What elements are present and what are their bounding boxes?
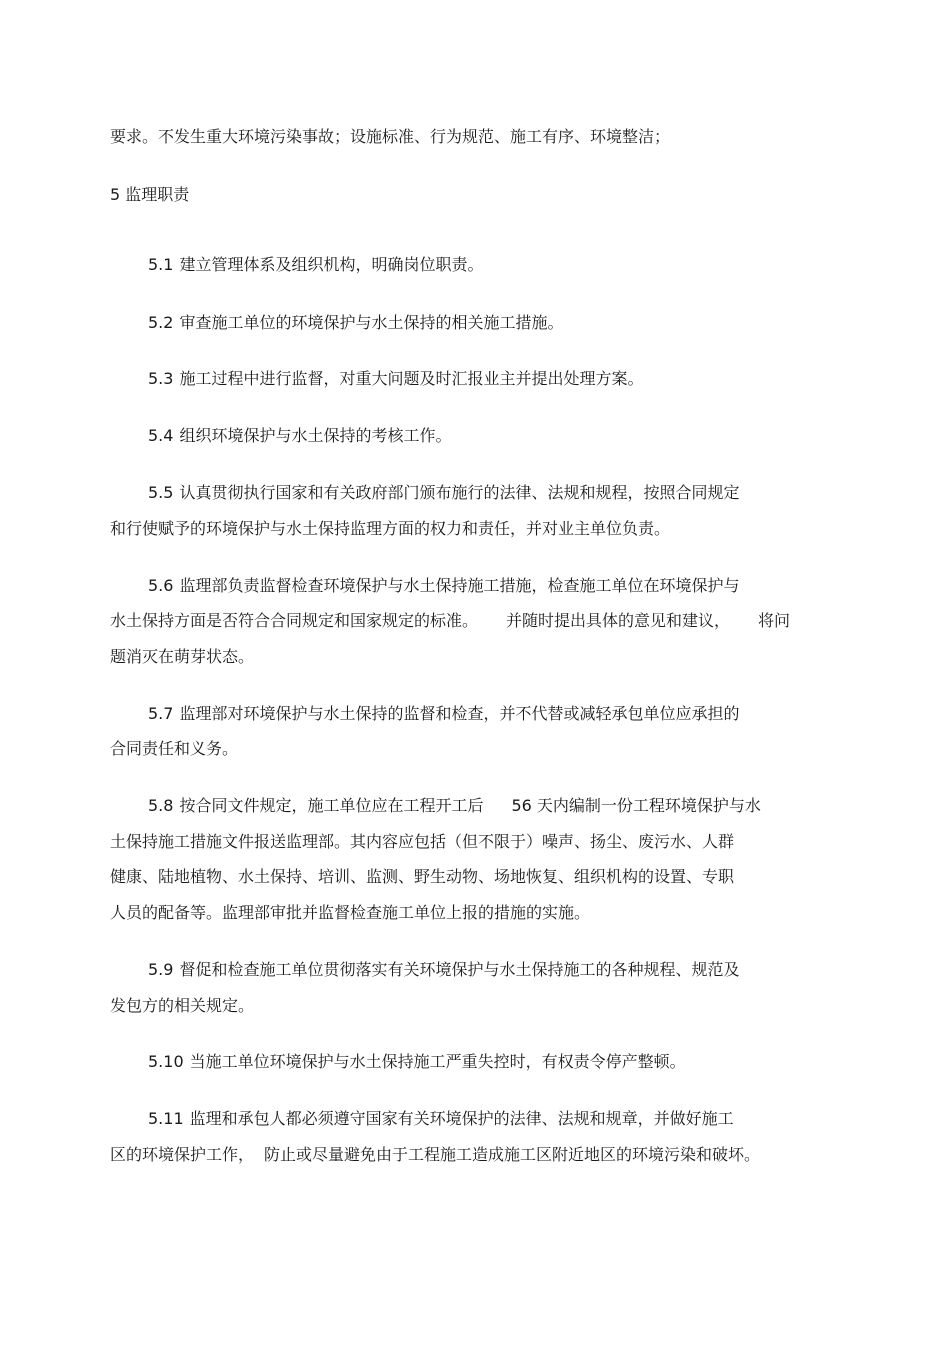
item-number: 5.1 — [148, 255, 174, 274]
item-5-7-line-2: 合同责任和义务。 — [110, 739, 239, 758]
item-5-9-line-2: 发包方的相关规定。 — [110, 996, 255, 1015]
item-5-5-line-2: 和行使赋予的环境保护与水土保持监理方面的权力和责任，并对业主单位负责。 — [110, 519, 671, 538]
item-5-4 — [148, 425, 451, 447]
item-text-part: 56 天内编制一份工程环境保护与水 — [511, 796, 761, 815]
item-number: 5.5 — [148, 483, 174, 502]
item-text-part: 水土保持方面是否符合合同规定和国家规定的标准。 — [110, 611, 479, 630]
item-5-8-line-3: 健康、陆地植物、水土保持、培训、监测、野生动物、场地恢复、组织机构的设置、专职 — [110, 867, 735, 886]
intro-line: 要求。不发生重大环境污染事故；设施标准、行为规范、施工有序、环境整洁； — [110, 127, 671, 146]
item-text: 督促和检查施工单位贯彻落实有关环境保护与水土保持施工的各种规程、规范及 — [179, 960, 740, 979]
item-number: 5.3 — [148, 369, 174, 388]
item-5-2 — [148, 312, 563, 334]
item-text: 建立管理体系及组织机构，明确岗位职责。 — [179, 255, 484, 274]
item-text: 监理和承包人都必须遵守国家有关环境保护的法律、法规和规章，并做好施工 — [189, 1109, 734, 1128]
item-5-8 — [148, 795, 761, 817]
item-number: 5.8 — [148, 796, 174, 815]
item-number: 5.4 — [148, 426, 174, 445]
item-text-part: 将问 — [758, 611, 791, 630]
item-5-10 — [148, 1051, 686, 1073]
item-5-8-line-2: 土保持施工措施文件报送监理部。其内容应包括（但不限于）噪声、扬尘、废污水、人群 — [110, 832, 735, 851]
item-number: 5.11 — [148, 1109, 184, 1128]
item-number: 5.2 — [148, 313, 174, 332]
item-5-3 — [148, 368, 643, 390]
item-text-part: 并随时提出具体的意见和建议， — [506, 611, 731, 630]
item-5-11-line-2 — [110, 1144, 760, 1166]
item-number: 5.6 — [148, 576, 174, 595]
item-number: 5.10 — [148, 1052, 184, 1071]
item-5-11 — [148, 1108, 734, 1130]
item-text: 审查施工单位的环境保护与水土保持的相关施工措施。 — [179, 313, 564, 332]
item-text: 施工过程中进行监督，对重大问题及时汇报业主并提出处理方案。 — [179, 369, 644, 388]
item-text: 认真贯彻执行国家和有关政府部门颁布施行的法律、法规和规程，按照合同规定 — [179, 483, 740, 502]
item-text-part: 按合同文件规定，施工单位应在工程开工后 — [179, 796, 484, 815]
section-heading — [110, 184, 189, 206]
item-number: 5.7 — [148, 704, 174, 723]
item-5-6-line-2 — [110, 610, 790, 632]
item-5-7 — [148, 703, 739, 725]
item-5-9 — [148, 959, 739, 981]
section-title: 监理职责 — [125, 185, 190, 204]
item-5-8-line-4: 人员的配备等。监理部审批并监督检查施工单位上报的措施的实施。 — [110, 903, 591, 922]
item-text-part: 区的环境保护工作， — [110, 1145, 255, 1164]
item-text: 当施工单位环境保护与水土保持施工严重失控时，有权责令停产整顿。 — [189, 1052, 686, 1071]
item-text: 监理部负责监督检查环境保护与水土保持施工措施，检查施工单位在环境保护与 — [179, 576, 740, 595]
item-number: 5.9 — [148, 960, 174, 979]
item-text: 组织环境保护与水土保持的考核工作。 — [179, 426, 452, 445]
item-5-6 — [148, 575, 739, 597]
item-text-part: 防止或尽量避免由于工程施工造成施工区附近地区的环境污染和破坏。 — [264, 1145, 761, 1164]
item-5-6-line-3: 题消灭在萌芽状态。 — [110, 647, 255, 666]
item-text: 监理部对环境保护与水土保持的监督和检查，并不代替或减轻承包单位应承担的 — [179, 704, 740, 723]
section-number: 5 — [110, 185, 121, 204]
item-5-5 — [148, 482, 739, 504]
item-5-1 — [148, 254, 483, 276]
